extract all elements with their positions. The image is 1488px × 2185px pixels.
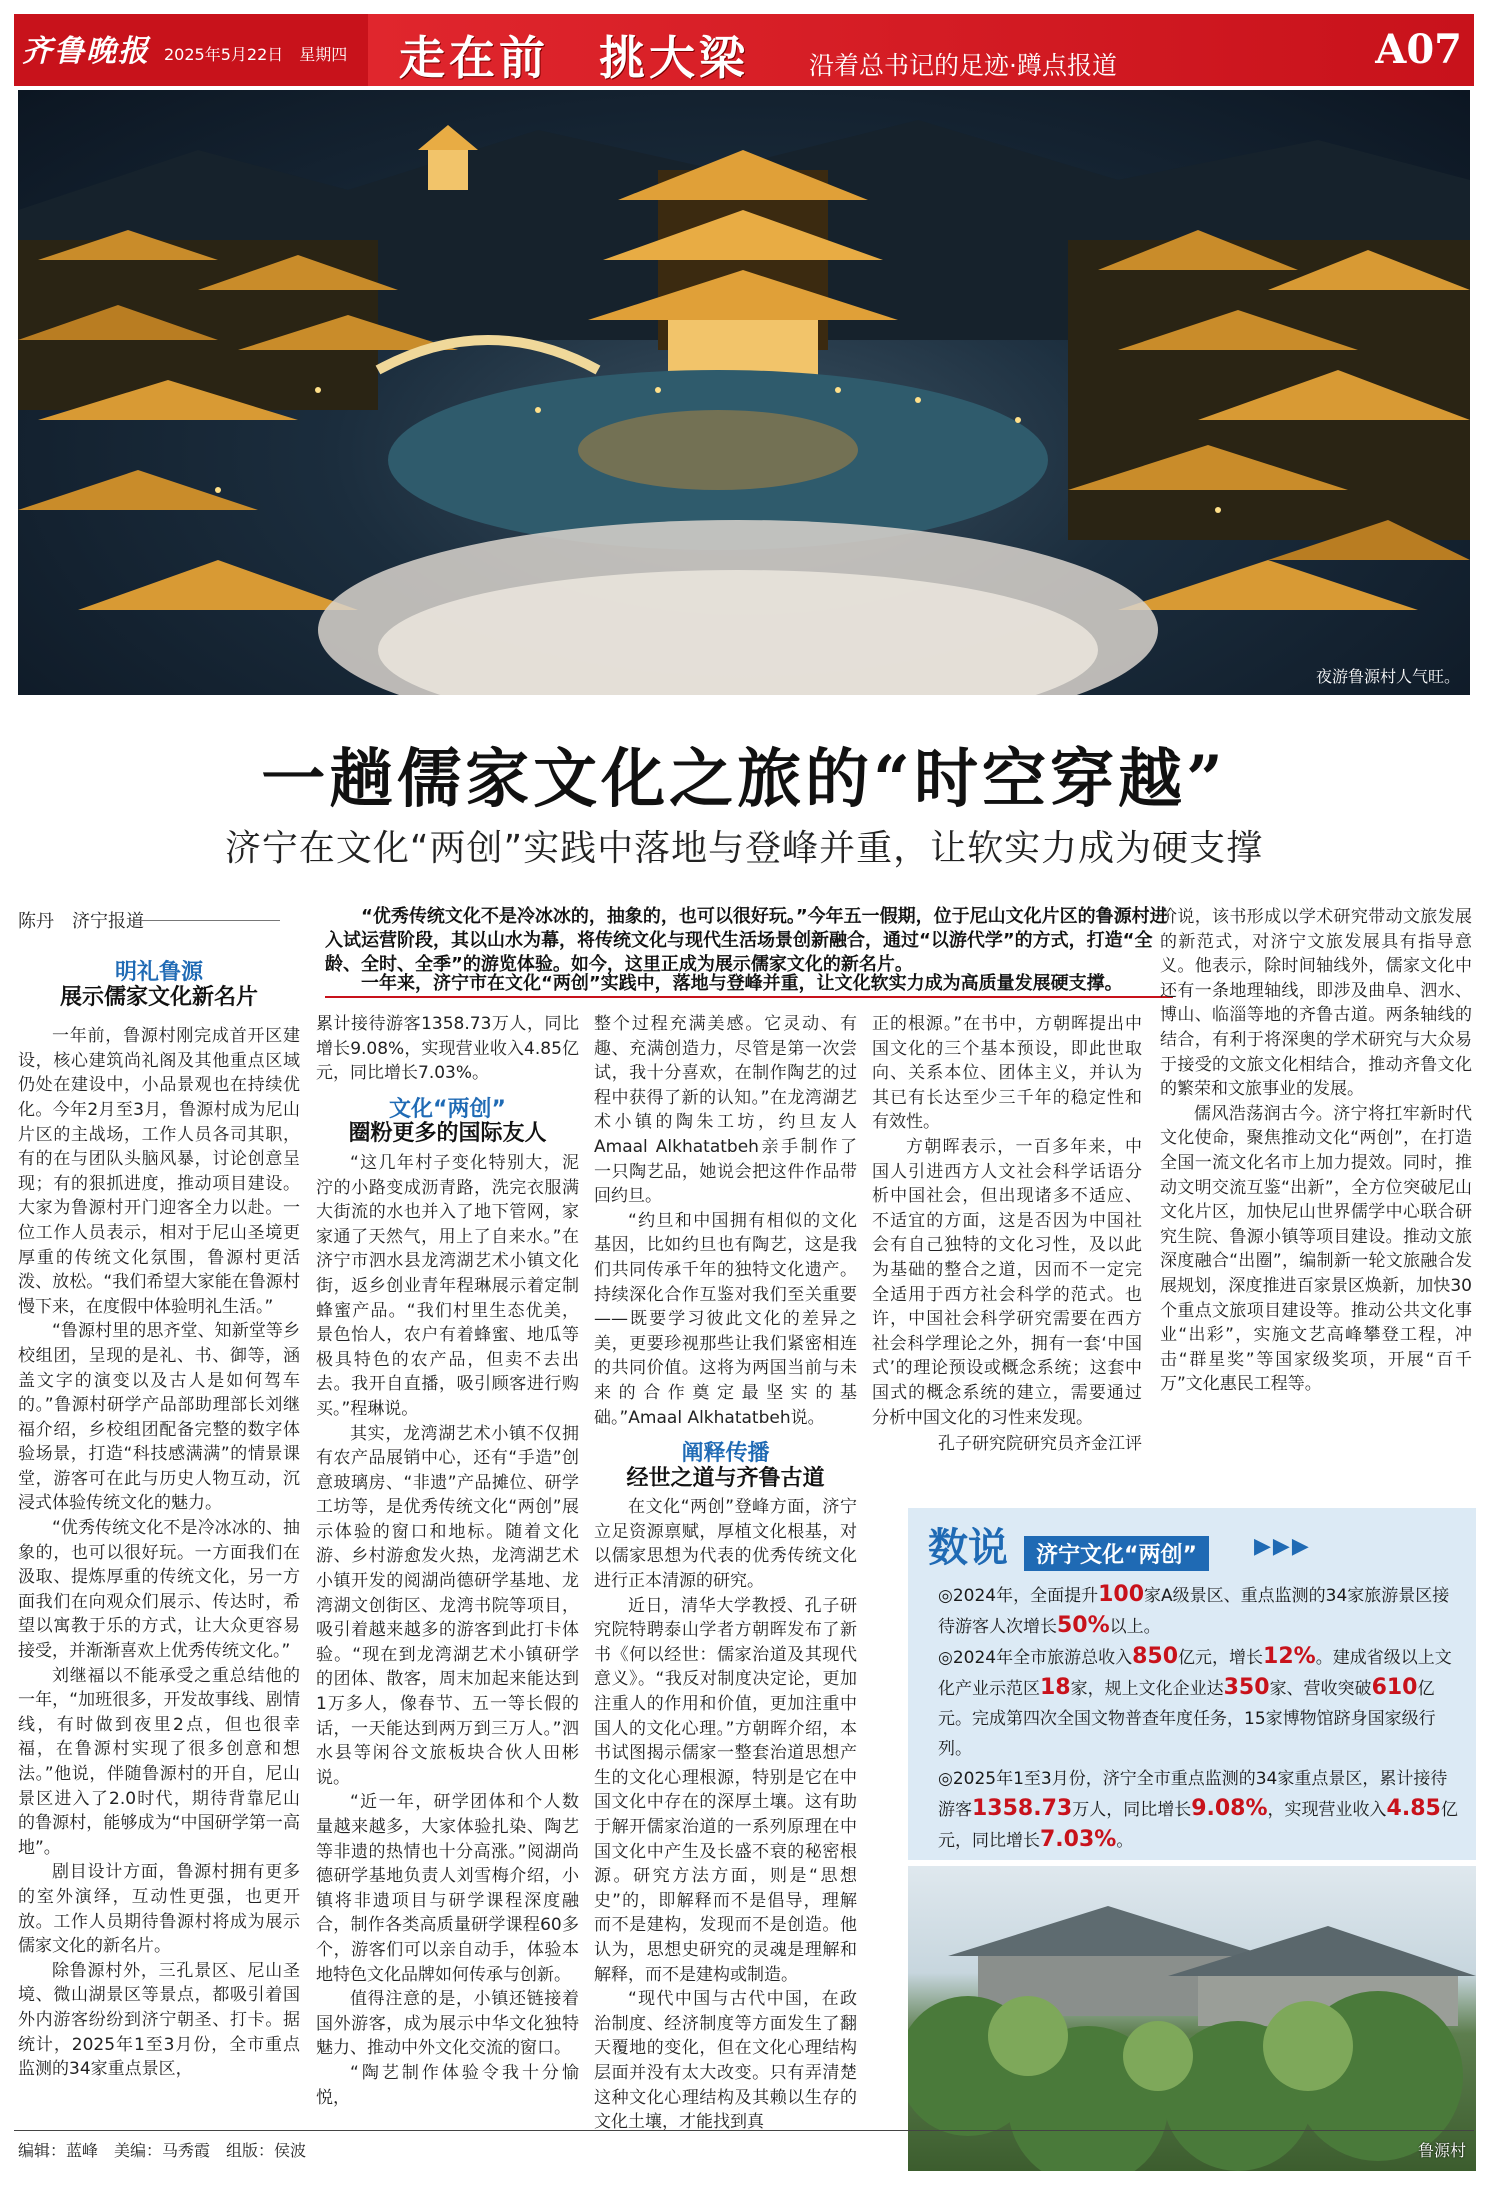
- article-column-1: [18, 955, 300, 2082]
- lead-rule: [325, 996, 1173, 998]
- paragraph: “陶艺制作体验令我十分愉悦，: [316, 2062, 579, 2108]
- page-number: A07: [1375, 26, 1462, 73]
- data-item: [938, 1642, 1458, 1764]
- section-heading-3: [594, 1442, 857, 1491]
- section-heading-1-title: 展示儒家文化新名片: [59, 984, 258, 1010]
- paragraph: 儒风浩荡润古今。济宁将扛牢新时代文化使命，聚焦推动文化“两创”，在打造全国一流文化名市上加力提效。同时，推动文明交流互鉴“出新”，全方位突破尼山文化片区，加快尼山世界儒学中心联合研究生院、鲁源小镇等项目建设。推动文旅深度融合“出圈”，编制新一轮文旅融合发展规划，深度推进百家景区焕新，加快30个重点文旅项目建设等。推动公共文化事业“出彩”，实施文艺高峰攀登工程，冲击“群星奖”等国家级奖项，开展“百千万”文化惠民工程等。: [1160, 1103, 1472, 1395]
- data-text: 家、营收突破: [1269, 1679, 1372, 1699]
- data-figure: 9.08%: [1191, 1796, 1268, 1821]
- paragraph: 累计接待游客1358.73万人，同比增长9.08%，实现营业收入4.85亿元，同比增长7.03%。: [316, 1014, 579, 1084]
- data-text: ，实现营业收入: [1267, 1800, 1387, 1820]
- data-figure: 7.03%: [1040, 1827, 1117, 1852]
- paragraph: 价说，该书形成以学术研究带动文旅发展的新范式，对济宁文旅发展具有指导意义。他表示，除时间轴线外，儒家文化中还有一条地理轴线，即涉及曲阜、泗水、博山、临淄等地的齐鲁古道。两条轴线的结合，有利于将深奥的学术研究与大众易于接受的文旅文化相结合，推动齐鲁文化的繁荣和文旅事业的发展。: [1160, 907, 1472, 1100]
- article-column-4: [872, 1012, 1142, 1457]
- data-box: [908, 1508, 1476, 1860]
- data-text: 万人，同比增长: [1072, 1800, 1192, 1820]
- data-figure: 18: [1040, 1675, 1071, 1700]
- data-figure: 12%: [1263, 1644, 1316, 1669]
- byline: 陈丹 济宁报道: [18, 911, 144, 932]
- paragraph: 正的根源。”在书中，方朝晖提出中国文化的三个基本预设，即此世取向、关系本位、团体主义，并认为其已有长达至少三千年的稳定性和有效性。: [872, 1014, 1142, 1133]
- article-column-5: [1160, 905, 1472, 1397]
- data-text: 以上。: [1109, 1617, 1161, 1637]
- paragraph: “近一年，研学团体和个人数量越来越多，大家体验扎染、陶艺等非遗的热情也十分高涨。”阅湖尚德研学基地负责人刘雪梅介绍，小镇将非遗项目与研学课程深度融合，制作各类高质量研学课程60多个，游客们可以亲自动手，体验本地特色文化品牌如何传承与创新。: [316, 1792, 579, 1985]
- data-figure: 1358.73: [972, 1796, 1073, 1821]
- data-figure: 50%: [1057, 1613, 1110, 1638]
- data-box-tag: 济宁文化“两创”: [1024, 1536, 1209, 1571]
- paragraph: “现代中国与古代中国，在政治制度、经济制度等方面发生了翻天覆地的变化，但在文化心理结构层面并没有太大改变。只有弄清楚这种文化心理结构及其赖以生存的文化土壤，才能找到真: [594, 1989, 857, 2133]
- data-text: ◎2024年全市旅游总收入: [938, 1648, 1133, 1668]
- article-column-3: [594, 1012, 857, 2135]
- paragraph: “鲁源村里的思齐堂、知新堂等乡校组团，呈现的是礼、书、御等，涵盖文字的演变以及古人是如何驾车的。”鲁源村研学产品部助理部长刘继福介绍，乡校组团配备完整的数字体验场景，打造“科技感满满”的情景课堂，游客可在此与历史人物互动，沉浸式体验传统文化的魅力。: [18, 1321, 300, 1514]
- paragraph: 一年前，鲁源村刚完成首开区建设，核心建筑尚礼阁及其他重点区域仍处在建设中，小品景观也在持续优化。今年2月至3月，鲁源村成为尼山片区的主战场，工作人员各司其职，有的在与团队头脑风暴，讨论创意呈现；有的狠抓进度，推动项目建设。大家为鲁源村开门迎客全力以赴。一位工作人员表示，相对于尼山圣境更厚重的传统文化氛围，鲁源村更活泼、放松。“我们希望大家能在鲁源村慢下来，在度假中体验明礼生活。”: [18, 1026, 300, 1317]
- data-box-label: 数说: [928, 1524, 1008, 1571]
- section-heading-2-title: 圈粉更多的国际友人: [348, 1121, 547, 1147]
- data-text: 。: [1116, 1831, 1134, 1851]
- paragraph: “优秀传统文化不是冷冰冰的、抽象的，也可以很好玩。一方面我们在汲取、提炼厚重的传统文化，另一方面我们在向观众们展示、传达时，希望以寓教于乐的方式，让大众更容易接受，并渐渐喜欢上优秀传统文化。”: [18, 1518, 300, 1662]
- data-figure: 850: [1132, 1644, 1179, 1669]
- paragraph: 在文化“两创”登峰方面，济宁立足资源禀赋，厚植文化根基，对以儒家思想为代表的优秀传统文化进行正本清源的研究。: [594, 1497, 857, 1592]
- headline: 一趟儒家文化之旅的“时空穿越”: [261, 742, 1227, 817]
- newspaper-logo: 齐鲁晚报: [22, 34, 150, 69]
- section-heading-1: [18, 961, 300, 1010]
- paragraph: 剧目设计方面，鲁源村拥有更多的室外演绎，互动性更强，也更开放。工作人员期待鲁源村将成为展示儒家文化的新名片。: [18, 1862, 300, 1957]
- data-text: 亿元。完成第四次全国文物普查年度任务，15家博物馆跻身国家级行列。: [938, 1679, 1436, 1759]
- data-text: 。建成省级以上文化产业示范区: [938, 1648, 1452, 1699]
- paragraph: 值得注意的是，小镇还链接着国外游客，成为展示中华文化独特魅力、推动中外文化交流的窗口。: [316, 1989, 579, 2059]
- data-item: [938, 1580, 1458, 1642]
- footer-rule: [14, 2130, 1474, 2131]
- hero-photo: [18, 90, 1470, 695]
- lead-paragraph-2: 一年来，济宁市在文化“两创”实践中，落地与登峰并重，让文化软实力成为高质量发展硬支撑。: [361, 973, 1123, 994]
- paragraph: 除鲁源村外，三孔景区、尼山圣境、微山湖景区等景点，都吸引着国外内游客纷纷到济宁朝圣、打卡。据统计，2025年1至3月份，全市重点监测的34家重点景区，: [18, 1960, 300, 2080]
- village-photo: [908, 1866, 1476, 2171]
- village-day-illustration: [908, 1866, 1476, 2171]
- section-heading-1-kicker: 明礼鲁源: [114, 960, 203, 985]
- data-text: 家，规上文化企业达: [1070, 1679, 1224, 1699]
- section-title: 走在前 挑大梁: [399, 31, 749, 85]
- paragraph: 其实，龙湾湖艺术小镇不仅拥有农产品展销中心，还有“手造”创意玻璃房、“非遗”产品摊位、研学工坊等，是优秀传统文化“两创”展示体验的窗口和地标。随着文化游、乡村游愈发火热，龙湾湖艺术小镇开发的阅湖尚德研学基地、龙湾湖文创街区、龙湾书院等项目，吸引着越来越多的游客到此打卡体验。“现在到龙湾湖艺术小镇研学的团体、散客，周末加起来能达到1万多人，像春节、五一等长假的话，一天能达到两万到三万人。”泗水县等闲谷文旅板块合伙人田彬说。: [316, 1423, 579, 1788]
- data-box-body: [938, 1580, 1458, 1856]
- data-text: ◎2025年1至3月份，济宁全市重点监测的34家重点景区，累计接待游客: [938, 1769, 1448, 1820]
- article-column-2: [316, 1012, 579, 2110]
- data-item: [938, 1764, 1458, 1856]
- masthead: [14, 14, 1474, 86]
- paragraph: “这几年村子变化特别大，泥泞的小路变成沥青路，洗完衣服满大街流的水也并入了地下管网，家家通了天然气，用上了自来水。”在济宁市泗水县龙湾湖艺术小镇文化街，返乡创业青年程琳展示着定制蜂蜜产品。“我们村里生态优美，景色怡人，农户有着蜂蜜、地瓜等极具特色的农产品，但卖不去出去。我开自直播，吸引顾客进行购买。”程琳说。: [316, 1152, 579, 1419]
- data-text: ◎2024年，全面提升: [938, 1586, 1099, 1606]
- data-text: 亿元，同比增长: [938, 1800, 1458, 1851]
- subheadline: 济宁在文化“两创”实践中落地与登峰并重，让软实力成为硬支撑: [224, 828, 1264, 869]
- data-text: 亿元，增长: [1178, 1648, 1264, 1668]
- night-village-illustration: [18, 90, 1470, 695]
- data-figure: 350: [1223, 1675, 1270, 1700]
- paragraph: 刘继福以不能承受之重总结他的一年，“加班很多，开发故事线、剧情线，有时做到夜里2点，但也很幸福，在鲁源村实现了很多创意和想法。”他说，伴随鲁源村的开自，尼山景区进入了2.0时代，期待背靠尼山的鲁源村，能够成为“中国研学第一高地”。: [18, 1665, 300, 1858]
- data-figure: 610: [1371, 1675, 1418, 1700]
- arrow-right-icon: ▶▶▶: [1254, 1534, 1311, 1559]
- lead-paragraph-1: “优秀传统文化不是冷冰冰的，抽象的，也可以很好玩。”今年五一假期，位于尼山文化片区的鲁源村进入试运营阶段，其以山水为幕，将传统文化与现代生活场景创新融合，通过“以游代学”的方式，打造“全龄、全时、全季”的游览体验。如今，这里正成为展示儒家文化的新名片。: [325, 906, 1168, 975]
- review-author: 孔子研究院研究员齐金江评: [938, 1434, 1142, 1455]
- section-heading-2-kicker: 文化“两创”: [389, 1096, 506, 1122]
- data-text: 家A级景区、重点监测的34家旅游景区接待游客人次增长: [938, 1586, 1450, 1637]
- village-photo-caption: 鲁源村: [1417, 2141, 1466, 2160]
- hero-caption: 夜游鲁源村人气旺。: [1315, 667, 1460, 686]
- paragraph: 整个过程充满美感。它灵动、有趣、充满创造力，尽管是第一次尝试，我十分喜欢，在制作陶艺的过程中获得了新的认知。”在龙湾湖艺术小镇的陶朱工坊，约旦友人Amaal Alkhatatbeh亲手制作了一只陶艺品，她说会把这件作品带回约旦。: [594, 1014, 857, 1207]
- byline-rule: [130, 920, 280, 921]
- paragraph: 近日，清华大学教授、孔子研究院特聘泰山学者方朝晖发布了新书《何以经世：儒家治道及其现代意义》。“我反对制度决定论，更加注重人的作用和价值，更加注重中国人的文化心理。”方朝晖介绍，本书试图揭示儒家一整套治道思想产生的文化心理根源，特别是它在中国文化中存在的深厚土壤。这有助于解开儒家治道的一系列原理在中国文化中产生及长盛不衰的秘密根源。研究方法方面，则是“思想史”的，即解释而不是倡导，理解而不是建构，发现而不是创造。他认为，思想史研究的灵魂是理解和解释，而不是建构或制造。: [594, 1595, 857, 1985]
- issue-date: 2025年5月22日 星期四: [164, 45, 348, 64]
- section-heading-3-title: 经世之道与齐鲁古道: [626, 1465, 825, 1491]
- data-figure: 4.85: [1386, 1796, 1441, 1821]
- credits-footer: 编辑：蓝峰 美编：马秀霞 组版：侯波: [18, 2141, 307, 2160]
- section-heading-3-kicker: 阐释传播: [681, 1441, 770, 1467]
- section-heading-2: [316, 1098, 579, 1147]
- section-subtitle: 沿着总书记的足迹·蹲点报道: [809, 51, 1117, 80]
- paragraph: 方朝晖表示，一百多年来，中国人引进西方人文社会科学话语分析中国社会，但出现诸多不适应、不适宜的方面，这是否因为中国社会有自己独特的文化习性，及以此为基础的整合之道，因而不一定完全适用于西方社会科学的范式。也许，中国社会科学研究需要在西方社会科学理论之外，拥有一套‘中国式’的理论预设或概念系统；这套中国式的概念系统的建立，需要通过分析中国文化的习性来发现。: [872, 1136, 1142, 1428]
- paragraph: “约旦和中国拥有相似的文化基因，比如约旦也有陶艺，这是我们共同传承千年的独特文化遗产。持续深化合作互鉴对我们至关重要——既要学习彼此文化的差异之美，更要珍视那些让我们紧密相连的共同价值。这将为两国当前与未来的合作奠定最坚实的基础。”Amaal Alkhatatbeh说。: [594, 1210, 857, 1428]
- data-figure: 100: [1098, 1582, 1145, 1607]
